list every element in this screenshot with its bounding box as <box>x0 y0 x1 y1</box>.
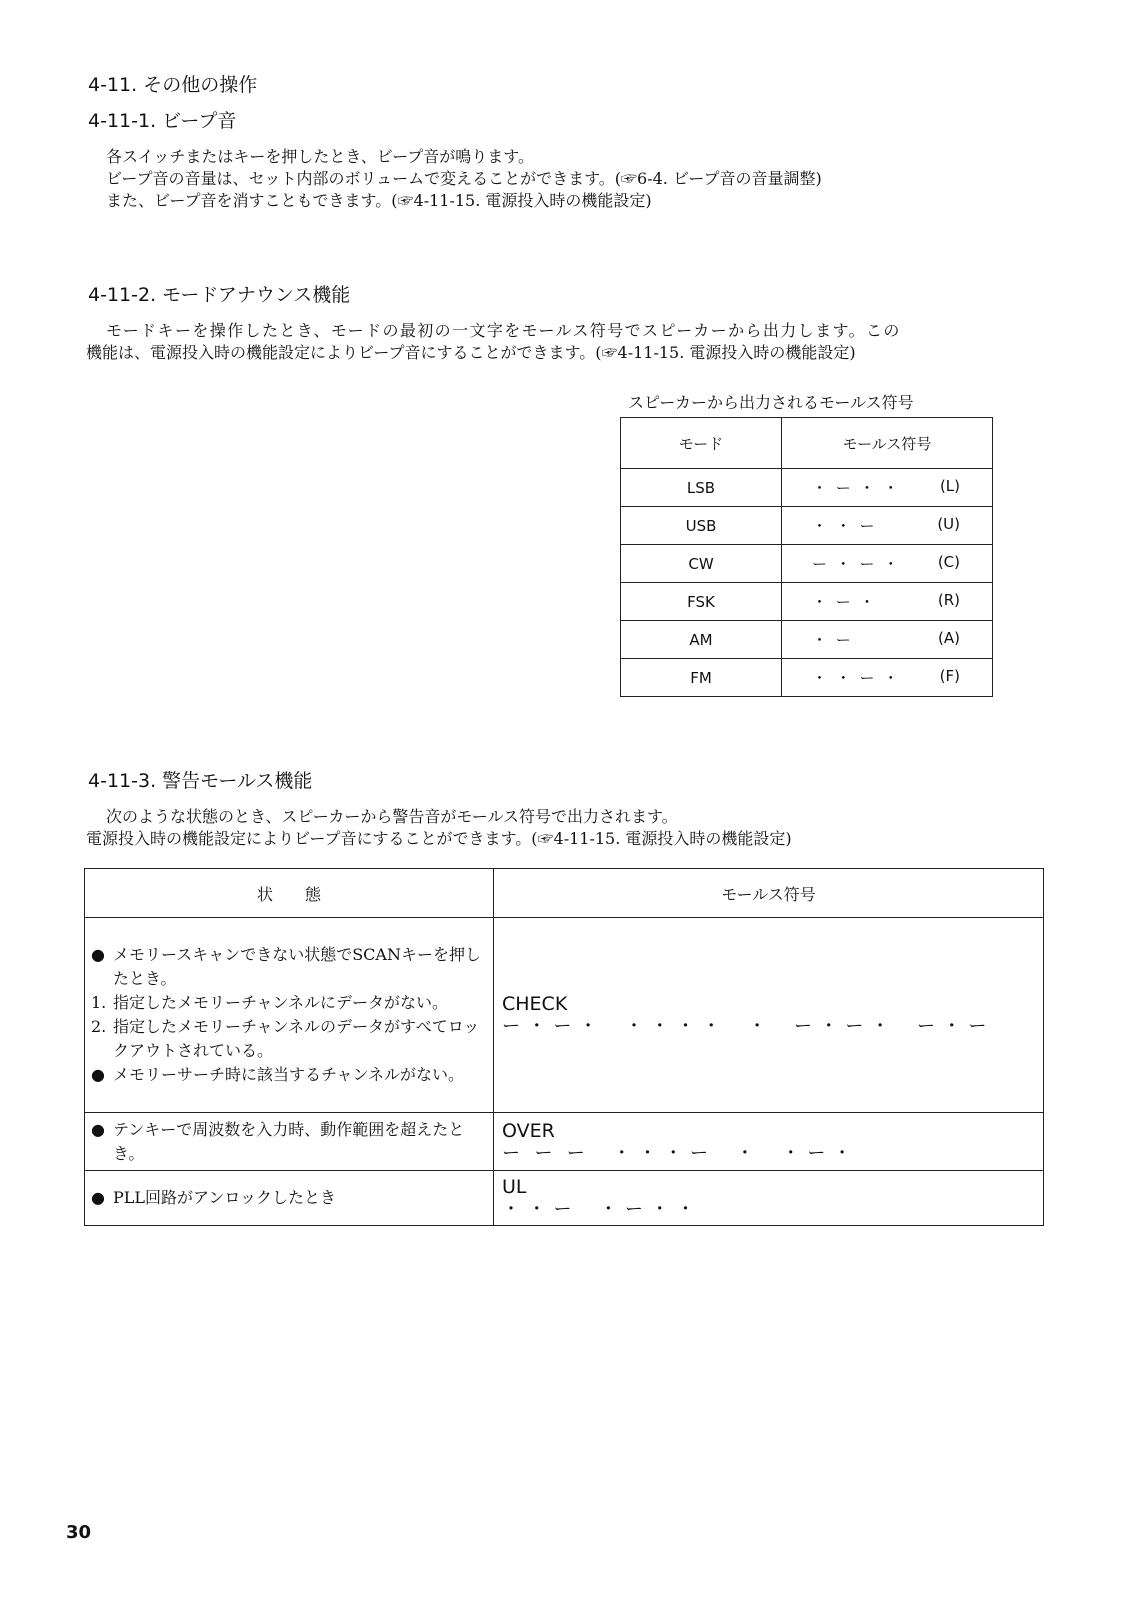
morse-cell <box>494 1113 1044 1171</box>
section-title-4-11-3: 4-11-3. 警告モールス機能 <box>88 770 313 792</box>
table-row <box>621 583 993 621</box>
column-header-condition: 状 態 <box>85 869 494 918</box>
morse-letter: (U) <box>937 515 960 533</box>
morse-table-title: スピーカーから出力されるモールス符号 <box>628 393 914 412</box>
morse-word: UL <box>502 1176 527 1198</box>
bullet-marker: ● <box>91 945 105 964</box>
morse-cell <box>782 583 993 621</box>
condition-text: メモリーサーチ時に該当するチャンネルがない。 <box>113 1065 465 1084</box>
paragraph-line: ビープ音の音量は、セット内部のボリュームで変えることができます。(☞6-4. ビープ音の音量調整) <box>106 169 822 188</box>
morse-code: ・ ー ・ <box>812 593 877 611</box>
morse-code: ・ ー ・ ・ <box>812 479 901 497</box>
condition-text: 指定したメモリーチャンネルのデータがすべてロックアウトされている。 <box>113 1017 480 1060</box>
mode-cell: USB <box>621 507 782 545</box>
section-title-4-11: 4-11. その他の操作 <box>88 74 258 96</box>
morse-letter: (L) <box>939 477 960 495</box>
morse-code: ・ ・ ー ・ ー ・ ・ <box>502 1199 696 1220</box>
warning-morse-table <box>84 868 1044 1226</box>
bullet-marker: ● <box>91 1119 105 1139</box>
morse-letter: (A) <box>938 629 960 647</box>
morse-code: ー ー ー ・ ・ ・ ー ・ ・ ー ・ <box>502 1142 853 1164</box>
condition-item <box>91 1015 487 1063</box>
morse-letter: (F) <box>939 667 960 685</box>
condition-item <box>91 1186 487 1210</box>
table-row <box>85 1171 1044 1226</box>
condition-text: テンキーで周波数を入力時、動作範囲を超えたとき。 <box>113 1119 465 1163</box>
number-marker: 1. <box>91 993 107 1012</box>
morse-code: ・ ー <box>812 631 853 649</box>
table-row <box>621 507 993 545</box>
number-marker: 2. <box>91 1017 107 1036</box>
table-row <box>621 545 993 583</box>
table-row <box>85 1113 1044 1171</box>
condition-text: 指定したメモリーチャンネルにデータがない。 <box>113 993 449 1012</box>
paragraph-line: また、ビープ音を消すこともできます。(☞4-11-15. 電源投入時の機能設定) <box>106 191 652 210</box>
table-row <box>621 659 993 697</box>
bullet-marker: ● <box>91 1065 105 1084</box>
morse-word: OVER <box>502 1119 555 1142</box>
morse-word: CHECK <box>502 993 568 1015</box>
bullet-marker: ● <box>91 1188 105 1207</box>
morse-cell <box>782 507 993 545</box>
paragraph-line: 次のような状態のとき、スピーカーから警告音がモールス符号で出力されます。 <box>106 807 678 826</box>
morse-code: ・ ・ ー <box>812 517 877 535</box>
mode-cell: AM <box>621 621 782 659</box>
condition-item <box>91 943 487 991</box>
mode-cell: CW <box>621 545 782 583</box>
condition-cell <box>85 1171 494 1226</box>
condition-item <box>91 1063 487 1087</box>
morse-cell <box>782 469 993 507</box>
mode-cell: FSK <box>621 583 782 621</box>
morse-code: ー ・ ー ・ ・ ・ ・ ・ ・ ー ・ ー ・ ー ・ ー <box>502 1016 988 1037</box>
condition-text: PLL回路がアンロックしたとき <box>113 1188 337 1207</box>
section-title-4-11-1: 4-11-1. ビープ音 <box>88 110 237 132</box>
table-row <box>621 621 993 659</box>
condition-item <box>91 1118 487 1166</box>
morse-cell <box>782 545 993 583</box>
paragraph-line: 電源投入時の機能設定によりビープ音にすることができます。(☞4-11-15. 電源投入時の機能設定) <box>86 829 792 848</box>
section-title-4-11-2: 4-11-2. モードアナウンス機能 <box>88 284 351 306</box>
column-header-morse: モールス符号 <box>782 418 993 469</box>
mode-cell: LSB <box>621 469 782 507</box>
page-number: 30 <box>66 1522 92 1543</box>
morse-letter: (R) <box>937 591 960 609</box>
paragraph-line: モードキーを操作したとき、モードの最初の一文字をモールス符号でスピーカーから出力します。この <box>106 321 901 340</box>
paragraph-line: 機能は、電源投入時の機能設定によりビープ音にすることができます。(☞4-11-15. 電源投入時の機能設定) <box>86 343 856 362</box>
table-row <box>85 918 1044 1113</box>
column-header-morse: モールス符号 <box>494 869 1044 918</box>
condition-cell <box>85 918 494 1113</box>
morse-cell <box>782 621 993 659</box>
condition-item <box>91 991 487 1015</box>
condition-text: メモリースキャンできない状態でSCANキーを押したとき。 <box>113 945 481 988</box>
morse-table <box>620 417 993 697</box>
table-row <box>621 469 993 507</box>
morse-cell <box>494 918 1044 1113</box>
condition-cell <box>85 1113 494 1171</box>
morse-letter: (C) <box>937 553 960 571</box>
morse-code: ・ ・ ー ・ <box>812 669 901 687</box>
mode-cell: FM <box>621 659 782 697</box>
column-header-mode: モード <box>621 418 782 469</box>
morse-cell <box>494 1171 1044 1226</box>
paragraph-line: 各スイッチまたはキーを押したとき、ビープ音が鳴ります。 <box>106 147 535 166</box>
morse-cell <box>782 659 993 697</box>
morse-code: ー ・ ー ・ <box>812 555 901 573</box>
